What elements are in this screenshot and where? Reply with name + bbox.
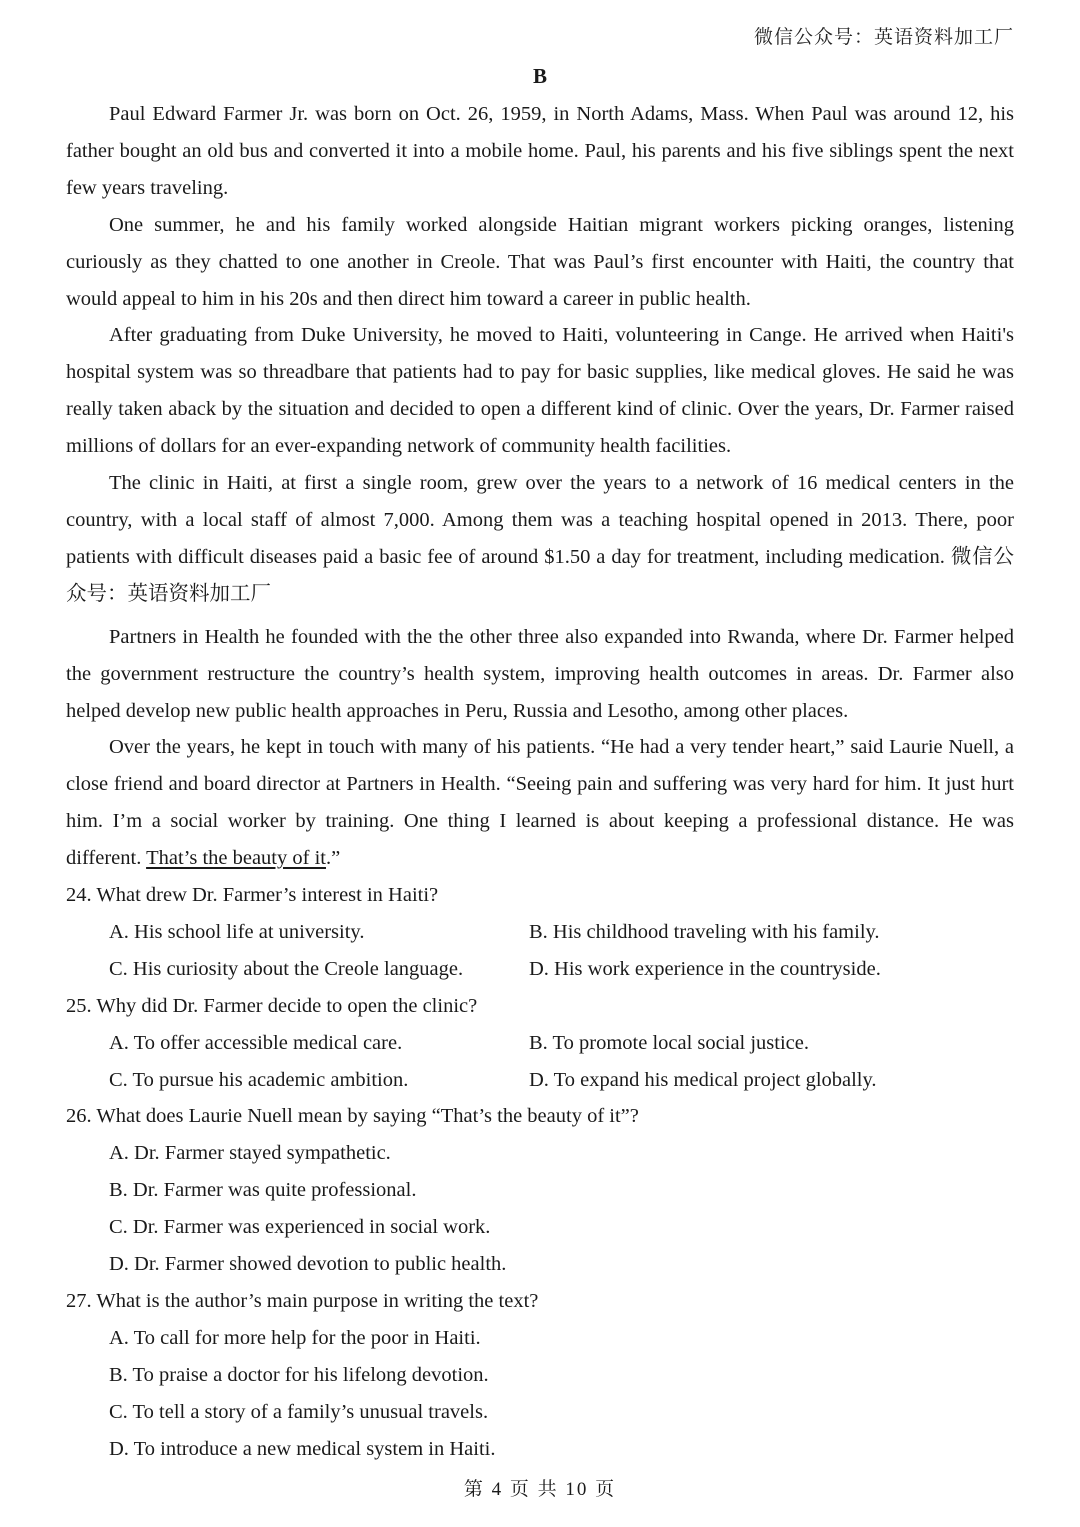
question-27 [66, 1283, 1014, 1468]
option-row [66, 951, 1014, 988]
option-b[interactable]: B. To praise a doctor for his lifelong devotion. [109, 1363, 489, 1386]
option-b[interactable]: B. To promote local social justice. [529, 1031, 810, 1054]
passage-paragraph-3: After graduating from Duke University, he moved to Haiti, volunteering in Cange. He arrived when Haiti's hospital system was so threadbare that patients had to pay for basic supplies, like medical gloves. He said he was really taken aback by the situation and decided to open a different kind of clinic. Over the years, Dr. Farmer raised millions of dollars for an ever-expanding network of community health facilities. [66, 324, 1014, 458]
option-d[interactable]: D. To expand his medical project globally. [529, 1068, 877, 1091]
option-row [66, 1062, 1014, 1099]
option-c[interactable]: C. His curiosity about the Creole language. [109, 957, 464, 980]
option-c[interactable]: C. To pursue his academic ambition. [109, 1068, 409, 1091]
page-number: 第 4 页 共 10 页 [463, 1479, 617, 1500]
option-c[interactable]: C. To tell a story of a family’s unusual travels. [109, 1400, 489, 1423]
question-26 [66, 1098, 1014, 1283]
option-a[interactable]: A. To offer accessible medical care. [109, 1031, 403, 1054]
question-24 [66, 877, 1014, 988]
passage-paragraph-4: The clinic in Haiti, at first a single room, grew over the years to a network of 16 medical centers in the country, with a local staff of almost 7,000. Among them was a teaching hospital opened in 2013. There, poor patients with difficult diseases paid a basic fee of around $1.50 a day for treatment, including medication. 微信公众号：英语资料加工厂 [66, 472, 1014, 605]
question-stem: 25. Why did Dr. Farmer decide to open the clinic? [66, 994, 478, 1017]
question-stem: 27. What is the author’s main purpose in writing the text? [66, 1290, 539, 1312]
option-b[interactable]: B. Dr. Farmer was quite professional. [109, 1179, 417, 1202]
passage-paragraph-1: Paul Edward Farmer Jr. was born on Oct. 26, 1959, in North Adams, Mass. When Paul was around 12, his father bought an old bus and converted it into a mobile home. Paul, his parents and his five siblings spent the next few years traveling. [66, 103, 1014, 199]
header-note: 微信公众号：英语资料加工厂 [753, 27, 1014, 48]
option-a[interactable]: A. His school life at university. [109, 920, 365, 943]
question-stem: 26. What does Laurie Nuell mean by saying “That’s the beauty of it”? [66, 1105, 639, 1128]
paragraph-6-end: .” [325, 847, 341, 870]
option-b[interactable]: B. His childhood traveling with his family. [529, 920, 880, 943]
section-title: B [532, 64, 547, 88]
option-row [66, 1025, 1014, 1062]
question-stem: 24. What drew Dr. Farmer’s interest in Haiti? [66, 884, 439, 907]
question-25 [66, 988, 1014, 1099]
option-d[interactable]: D. To introduce a new medical system in Haiti. [109, 1437, 496, 1460]
passage-paragraph-2: One summer, he and his family worked alongside Haitian migrant workers picking oranges, listening curiously as they chatted to one another in Creole. That was Paul’s first encounter with Haiti, the country that would appeal to him in his 20s and then direct him toward a career in public health. [66, 213, 1014, 310]
underlined-phrase: That’s the beauty of it [146, 847, 326, 870]
reading-passage [66, 96, 1014, 877]
option-row [66, 914, 1014, 951]
option-c[interactable]: C. Dr. Farmer was experienced in social work. [109, 1216, 491, 1239]
option-d[interactable]: D. Dr. Farmer showed devotion to public health. [109, 1253, 507, 1276]
passage-paragraph-5: Partners in Health he founded with the the other three also expanded into Rwanda, where Dr. Farmer helped the government restructure the country’s health system, improving health outcomes in areas. Dr. Farmer also helped develop new public health approaches in Peru, Russia and Lesotho, among other places. [66, 625, 1014, 722]
option-a[interactable]: A. Dr. Farmer stayed sympathetic. [109, 1142, 391, 1165]
option-a[interactable]: A. To call for more help for the poor in Haiti. [109, 1326, 481, 1349]
passage-paragraph-6 [66, 729, 1014, 877]
paragraph-6-text: Over the years, he kept in touch with many of his patients. “He had a very tender heart,” said Laurie Nuell, a close friend and board director at Partners in Health. “Seeing pain and suffering was very hard for him. It just hurt him. I’m a social worker by training. One thing I learned is about keeping a professional distance. He was different. [66, 736, 1014, 870]
option-d[interactable]: D. His work experience in the countryside. [529, 957, 881, 980]
content-area [66, 96, 1014, 1468]
